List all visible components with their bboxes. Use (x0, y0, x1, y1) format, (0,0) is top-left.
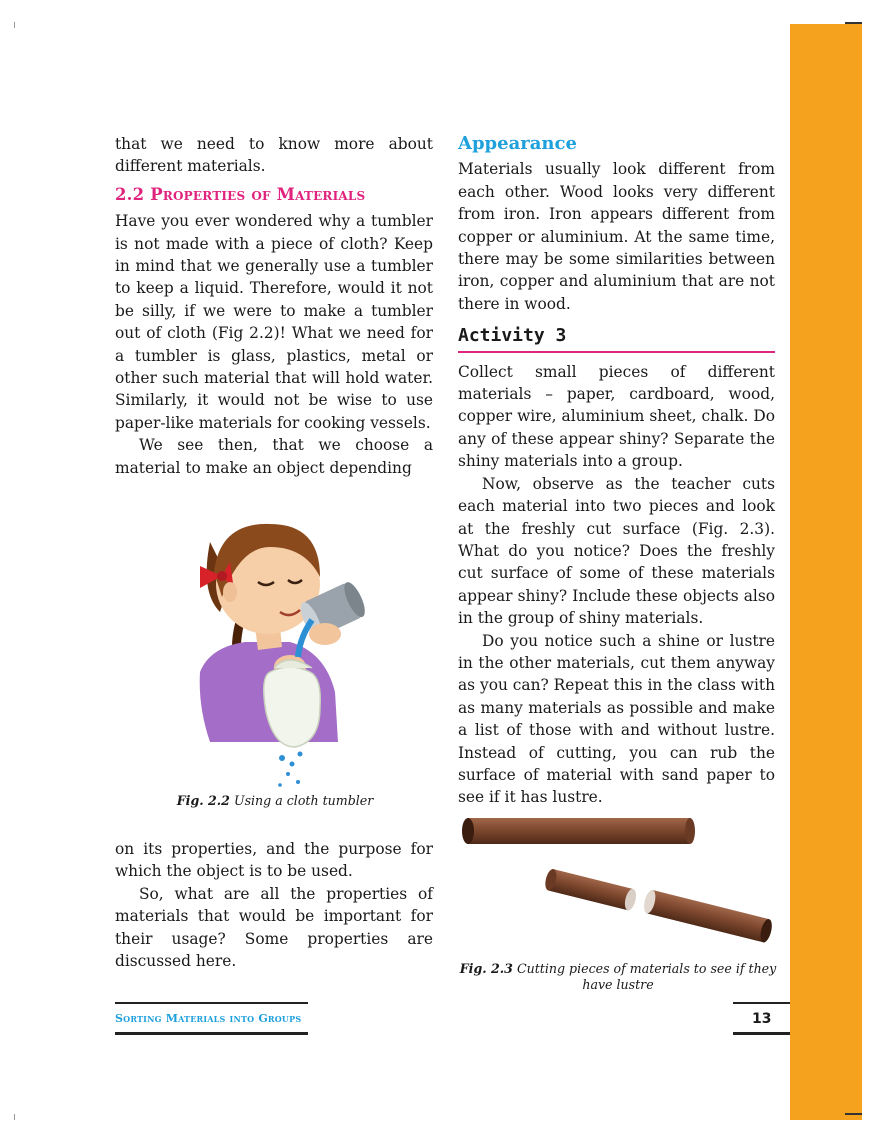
page-number-rule-top (733, 1002, 790, 1004)
paragraph: We see then, that we choose a material to make an object depending (115, 436, 433, 477)
intro-paragraph: that we need to know more about different materials. (115, 135, 433, 176)
band-bottom-tick (845, 1113, 862, 1115)
footer-rule-bottom (115, 1032, 308, 1035)
left-column (115, 133, 433, 479)
figure-label: Fig. 2.3 (459, 961, 513, 976)
page-number: 13 (752, 1011, 772, 1027)
right-column (458, 133, 775, 809)
crop-mark (14, 22, 15, 28)
page-number-rule-bottom (733, 1032, 790, 1035)
paragraph: Collect small pieces of different materials – paper, cardboard, wood, copper wire, aluminium sheet, chalk. Do any of these appear shiny? Separate the shiny materials into a group. (458, 362, 775, 471)
crop-mark (14, 1114, 15, 1120)
figure-2-2-caption (140, 793, 410, 809)
activity-heading: Activity 3 (458, 325, 775, 352)
figure-2-3-caption (458, 961, 778, 993)
footer-chapter-title: Sorting Materials into Groups (115, 1012, 302, 1025)
side-color-band (790, 24, 862, 1120)
band-top-tick (845, 22, 862, 24)
cut-pipes-illustration (458, 808, 778, 958)
girl-cloth-tumbler-illustration (170, 502, 380, 790)
figure-text: Cutting pieces of materials to see if they have lustre (516, 961, 777, 992)
paragraph: Have you ever wondered why a tumbler is not made with a piece of cloth? Keep in mind that we generally use a tumbler to keep a liquid. Therefore, would it not be silly, if we were to make a tumbler out of cloth (Fig 2.2)! What we need for a tumbler is glass, plastics, metal or other such material that will hold water. Similarly, it would not be wise to use paper-like materials for cooking vessels. (115, 212, 433, 432)
section-heading: 2.2 Properties of Materials (115, 184, 366, 204)
figure-text: Using a cloth tumbler (233, 793, 374, 808)
paragraph: So, what are all the properties of materials that would be important for their usage? Some properties are discussed here. (115, 884, 433, 971)
paragraph: Materials usually look different from each other. Wood looks very different from iron. Iron appears different from copper or aluminium. At the same time, there may be some similarities between iron, copper and aluminium that are not there in wood. (458, 160, 775, 313)
footer-rule-top (115, 1002, 308, 1004)
appearance-heading: Appearance (458, 133, 577, 154)
left-column-bottom (115, 838, 433, 972)
figure-label: Fig. 2.2 (176, 793, 230, 808)
paragraph: Now, observe as the teacher cuts each material into two pieces and look at the freshly cut surface (Fig. 2.3). What do you notice? Does the freshly cut surface of some of these materials appear shiny? Include these objects also in the group of shiny materials. (458, 474, 775, 628)
paragraph: on its properties, and the purpose for which the object is to be used. (115, 840, 433, 881)
paragraph: Do you notice such a shine or lustre in the other materials, cut them anyway as you can? Repeat this in the class with as many materials as possible and make a list of those with and without lustre. Instead of cutting, you can rub the surface of material with sand paper to see if it has lustre. (458, 631, 775, 807)
